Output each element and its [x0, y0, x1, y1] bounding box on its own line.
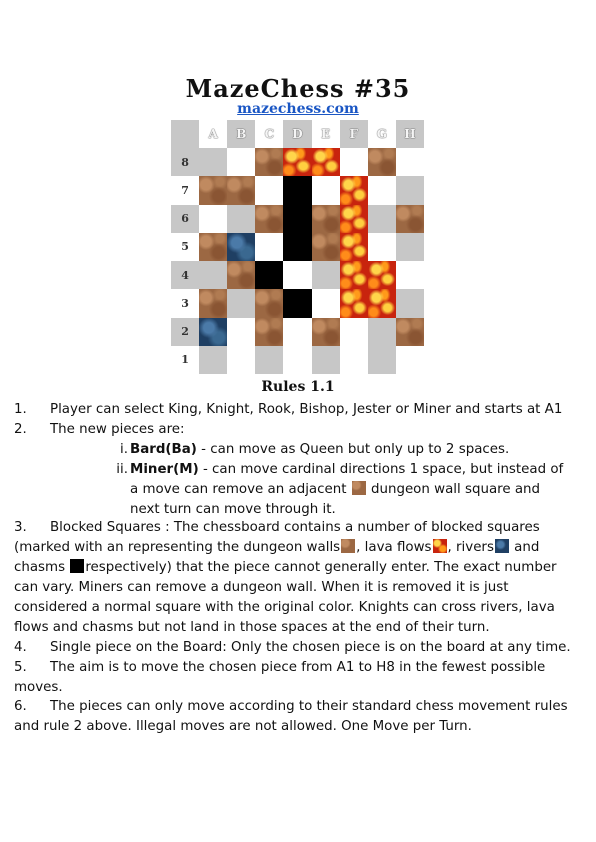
- board-square-g5[interactable]: [368, 233, 396, 261]
- puzzle-title: MazeChess #35: [185, 74, 411, 103]
- column-label: H: [396, 120, 424, 148]
- miner-text-a: - can move cardinal directions 1 space, but instead of a move can remove an adjacent: [130, 462, 564, 497]
- rule-1-number: 1.: [14, 402, 27, 417]
- rule-5: [14, 658, 574, 698]
- rule-2-i-number: i.: [120, 442, 128, 457]
- board-corner: [171, 120, 199, 148]
- board-square-e5[interactable]: [312, 233, 340, 261]
- rule-2-ii: [96, 460, 566, 520]
- board-square-c3[interactable]: [255, 289, 283, 317]
- board-square-b5[interactable]: [227, 233, 255, 261]
- board-square-b4[interactable]: [227, 261, 255, 289]
- rule-3: [14, 518, 574, 638]
- rule-2-i: [96, 440, 566, 460]
- rule-4-text: Single piece on the Board: Only the chosen piece is on the board at any time.: [50, 640, 571, 655]
- lava-swatch-icon: [433, 539, 447, 553]
- rule-2-text: The new pieces are:: [50, 422, 185, 437]
- board-square-d1[interactable]: [283, 346, 311, 374]
- rule-6: [14, 697, 574, 737]
- row-label: 7: [171, 176, 199, 204]
- column-label: F: [340, 120, 368, 148]
- board-square-d5[interactable]: [283, 233, 311, 261]
- board-square-e6[interactable]: [312, 205, 340, 233]
- board-square-d8[interactable]: [283, 148, 311, 176]
- board-square-f3[interactable]: [340, 289, 368, 317]
- row-label: 6: [171, 205, 199, 233]
- column-label: G: [368, 120, 396, 148]
- board-square-g4[interactable]: [368, 261, 396, 289]
- board-square-c8[interactable]: [255, 148, 283, 176]
- board-square-a8[interactable]: [199, 148, 227, 176]
- chasm-swatch-icon: [70, 559, 84, 573]
- wall-swatch-icon: [341, 539, 355, 553]
- miner-text-b: dungeon wall square and next turn can move through it.: [130, 482, 541, 517]
- board-square-h8[interactable]: [396, 148, 424, 176]
- board-square-g3[interactable]: [368, 289, 396, 317]
- board-square-b8[interactable]: [227, 148, 255, 176]
- board-square-g6[interactable]: [368, 205, 396, 233]
- column-label: A: [199, 120, 227, 148]
- board-square-a3[interactable]: [199, 289, 227, 317]
- board-square-f1[interactable]: [340, 346, 368, 374]
- board-square-g8[interactable]: [368, 148, 396, 176]
- rule-3-text-d: and chasms: [14, 540, 540, 575]
- board-square-d6[interactable]: [283, 205, 311, 233]
- row-label: 3: [171, 289, 199, 317]
- row-label: 2: [171, 318, 199, 346]
- board-square-f5[interactable]: [340, 233, 368, 261]
- rule-2-ii-number: ii.: [116, 462, 128, 477]
- board-square-a1[interactable]: [199, 346, 227, 374]
- board-square-h4[interactable]: [396, 261, 424, 289]
- bard-label: Bard(Ba): [130, 442, 197, 457]
- column-label: D: [283, 120, 311, 148]
- rules-title: Rules 1.1: [261, 379, 335, 395]
- chess-board: [171, 120, 424, 374]
- board-square-f4[interactable]: [340, 261, 368, 289]
- board-square-c2[interactable]: [255, 318, 283, 346]
- board-square-a5[interactable]: [199, 233, 227, 261]
- rule-3-text-e: respectively) that the piece cannot generally enter. The exact number can vary. Miners can remove a dungeon wall. When it is removed it is just considered a normal square with the original color. Knights can cross rivers, lava flows and chasms but not land in those spaces at the end of their turn.: [14, 560, 557, 635]
- board-square-a4[interactable]: [199, 261, 227, 289]
- rule-2: [14, 420, 574, 440]
- rule-6-number: 6.: [14, 699, 27, 714]
- rule-1: [14, 400, 574, 420]
- board-square-c4[interactable]: [255, 261, 283, 289]
- rule-3-text-b: , lava flows: [356, 540, 432, 555]
- board-square-h3[interactable]: [396, 289, 424, 317]
- board-square-e2[interactable]: [312, 318, 340, 346]
- board-square-g2[interactable]: [368, 318, 396, 346]
- board-square-h6[interactable]: [396, 205, 424, 233]
- rule-3-number: 3.: [14, 520, 27, 535]
- board-square-b7[interactable]: [227, 176, 255, 204]
- board-square-a7[interactable]: [199, 176, 227, 204]
- board-square-d7[interactable]: [283, 176, 311, 204]
- column-label: E: [312, 120, 340, 148]
- row-label: 4: [171, 261, 199, 289]
- miner-label: Miner(M): [130, 462, 199, 477]
- rule-4-number: 4.: [14, 640, 27, 655]
- board-square-d4[interactable]: [283, 261, 311, 289]
- rule-3-text-a: Blocked Squares : The chessboard contains a number of blocked squares (marked with an representing the dungeon walls: [14, 520, 540, 555]
- board-square-b2[interactable]: [227, 318, 255, 346]
- board-square-h1[interactable]: [396, 346, 424, 374]
- board-square-g7[interactable]: [368, 176, 396, 204]
- row-label: 1: [171, 346, 199, 374]
- board-square-b6[interactable]: [227, 205, 255, 233]
- board-square-h2[interactable]: [396, 318, 424, 346]
- board-square-e1[interactable]: [312, 346, 340, 374]
- column-label: B: [227, 120, 255, 148]
- rule-5-number: 5.: [14, 660, 27, 675]
- rule-6-text: The pieces can only move according to their standard chess movement rules and rule 2 above. Illegal moves are not allowed. One Move per Turn.: [14, 699, 568, 734]
- board-square-h7[interactable]: [396, 176, 424, 204]
- board-square-h5[interactable]: [396, 233, 424, 261]
- board-square-f8[interactable]: [340, 148, 368, 176]
- row-label: 5: [171, 233, 199, 261]
- column-label: C: [255, 120, 283, 148]
- rule-2-number: 2.: [14, 422, 27, 437]
- board-square-f2[interactable]: [340, 318, 368, 346]
- board-square-c5[interactable]: [255, 233, 283, 261]
- board-square-g1[interactable]: [368, 346, 396, 374]
- board-square-c7[interactable]: [255, 176, 283, 204]
- board-square-c6[interactable]: [255, 205, 283, 233]
- rule-4: [14, 638, 574, 658]
- wall-swatch-icon: [352, 481, 366, 495]
- board-square-f7[interactable]: [340, 176, 368, 204]
- row-label: 8: [171, 148, 199, 176]
- board-square-e8[interactable]: [312, 148, 340, 176]
- board-square-c1[interactable]: [255, 346, 283, 374]
- board-square-e7[interactable]: [312, 176, 340, 204]
- board-square-e3[interactable]: [312, 289, 340, 317]
- rule-3-text-c: , rivers: [447, 540, 494, 555]
- bard-text: - can move as Queen but only up to 2 spaces.: [196, 442, 510, 457]
- board-square-f6[interactable]: [340, 205, 368, 233]
- board-square-d2[interactable]: [283, 318, 311, 346]
- board-square-b3[interactable]: [227, 289, 255, 317]
- board-square-b1[interactable]: [227, 346, 255, 374]
- board-square-a6[interactable]: [199, 205, 227, 233]
- site-link[interactable]: mazechess.com: [237, 101, 359, 117]
- rule-5-text: The aim is to move the chosen piece from A1 to H8 in the fewest possible moves.: [14, 660, 546, 695]
- rule-1-text: Player can select King, Knight, Rook, Bishop, Jester or Miner and starts at A1: [50, 402, 563, 417]
- board-square-a2[interactable]: [199, 318, 227, 346]
- river-swatch-icon: [495, 539, 509, 553]
- board-square-d3[interactable]: [283, 289, 311, 317]
- board-square-e4[interactable]: [312, 261, 340, 289]
